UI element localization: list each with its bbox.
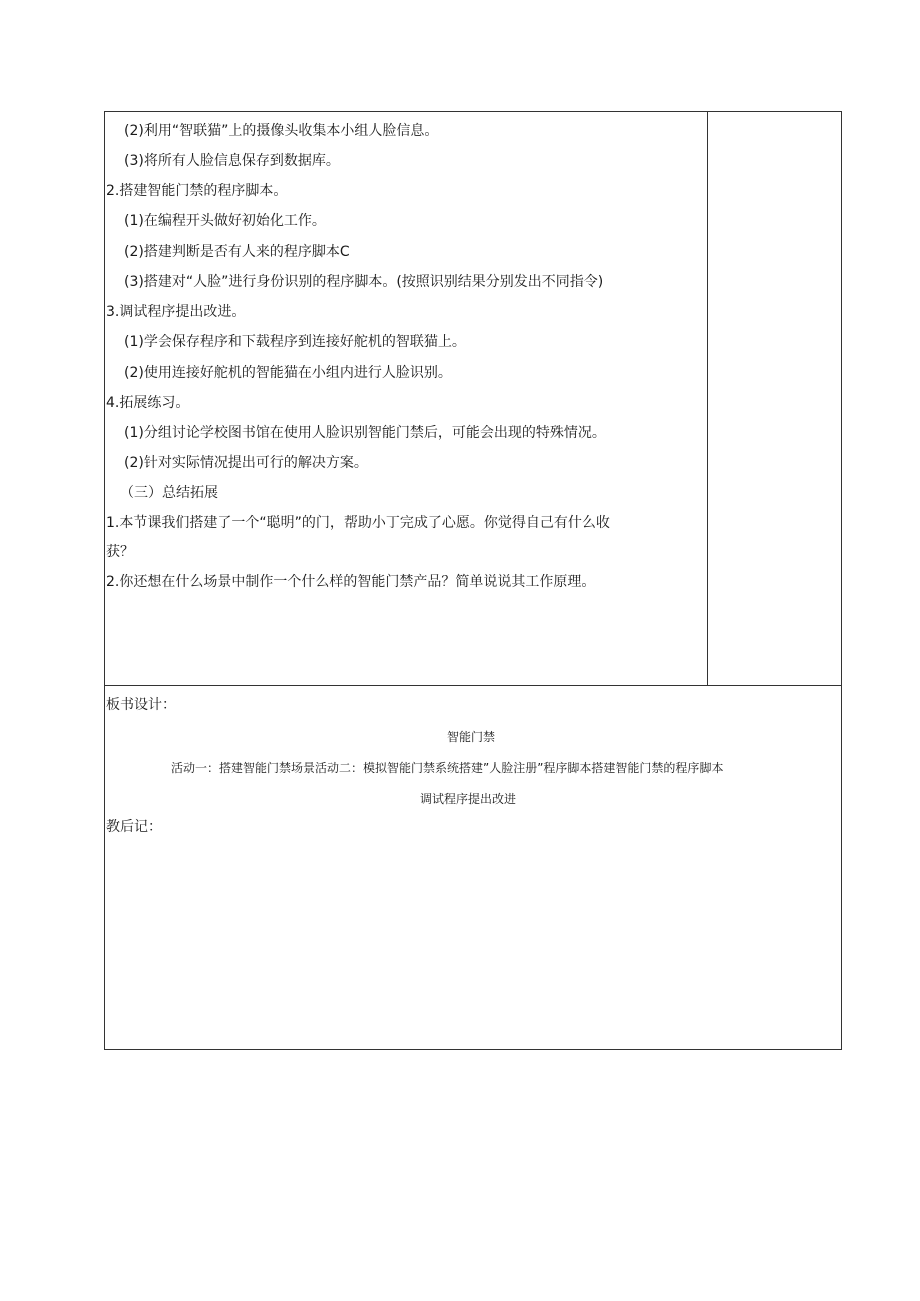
- board-title: 智能门禁: [447, 730, 496, 744]
- step-2-2: (2)利用“智联猫”上的摄像头收集本小组人脸信息。: [124, 123, 439, 139]
- heading-3: 3.调试程序提出改进。: [106, 304, 246, 320]
- reflection-label: 教后记：: [106, 819, 162, 835]
- board-design-label: 板书设计：: [106, 697, 176, 713]
- step-5-2: (2)针对实际情况提出可行的解决方案。: [124, 455, 368, 471]
- row-divider: [104, 685, 842, 686]
- heading-2: 2.搭建智能门禁的程序脚本。: [106, 183, 288, 199]
- board-activities: 活动一：搭建智能门禁场景活动二：模拟智能门禁系统搭建”人脸注册”程序脚本搭建智能门禁的程序脚本: [171, 761, 724, 775]
- step-3-2: (2)搭建判断是否有人来的程序脚本C: [124, 244, 350, 260]
- step-5-1: (1)分组讨论学校图书馆在使用人脸识别智能门禁后，可能会出现的特殊情况。: [124, 425, 606, 441]
- step-4-1: (1)学会保存程序和下载程序到连接好舵机的智联猫上。: [124, 334, 466, 350]
- step-3-1: (1)在编程开头做好初始化工作。: [124, 213, 326, 229]
- step-2-3: (3)将所有人脸信息保存到数据库。: [124, 153, 340, 169]
- column-divider: [707, 111, 708, 686]
- question-1-cont: 获？: [106, 544, 134, 560]
- question-2: 2.你还想在什么场景中制作一个什么样的智能门禁产品？简单说说其工作原理。: [106, 574, 596, 590]
- step-3-3: (3)搭建对“人脸”进行身份识别的程序脚本。(按照识别结果分别发出不同指令): [124, 274, 604, 290]
- question-1: 1.本节课我们搭建了一个“聪明”的门，帮助小丁完成了心愿。你觉得自己有什么收: [106, 515, 610, 531]
- board-debug: 调试程序提出改进: [420, 792, 517, 806]
- heading-4: 4.拓展练习。: [106, 395, 190, 411]
- section-summary: （三）总结拓展: [120, 485, 218, 501]
- step-4-2: (2)使用连接好舵机的智能猫在小组内进行人脸识别。: [124, 365, 452, 381]
